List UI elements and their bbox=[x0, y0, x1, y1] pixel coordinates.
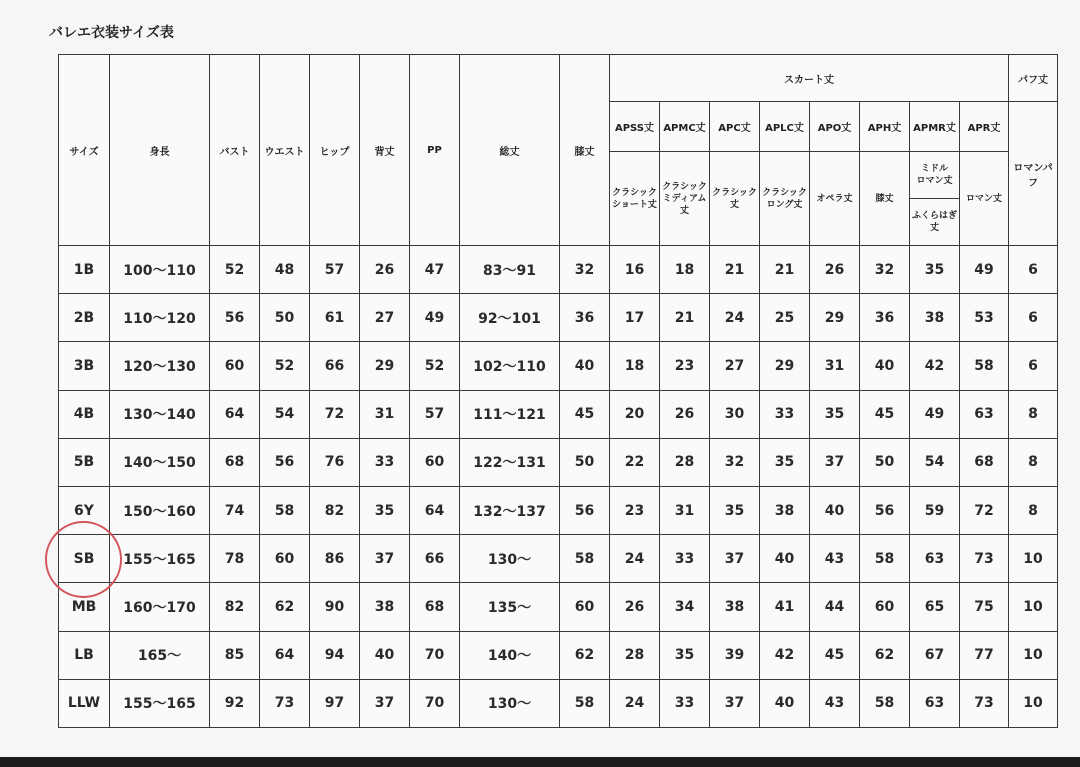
table-cell: 155〜165 bbox=[110, 535, 210, 583]
table-cell: 135〜 bbox=[460, 583, 560, 631]
table-cell: 74 bbox=[210, 486, 260, 534]
header-skirt-code: APO丈 bbox=[810, 102, 860, 152]
table-cell: 43 bbox=[810, 535, 860, 583]
table-cell: 73 bbox=[960, 535, 1009, 583]
header-knee-length: 膝丈 bbox=[560, 55, 610, 246]
size-table bbox=[58, 54, 1058, 728]
table-cell: 35 bbox=[810, 390, 860, 438]
table-cell: 130〜 bbox=[460, 535, 560, 583]
header-skirt-name: オペラ丈 bbox=[810, 152, 860, 246]
table-cell: 32 bbox=[860, 246, 910, 294]
table-cell: 50 bbox=[860, 438, 910, 486]
table-cell: 31 bbox=[810, 342, 860, 390]
table-cell: 58 bbox=[860, 679, 910, 727]
table-cell: 58 bbox=[260, 486, 310, 534]
table-cell: 63 bbox=[910, 535, 960, 583]
table-cell: 58 bbox=[860, 535, 910, 583]
table-row bbox=[59, 535, 1058, 583]
header-skirt-code: APH丈 bbox=[860, 102, 910, 152]
header-hip: ヒップ bbox=[310, 55, 360, 246]
size-cell: 6Y bbox=[59, 486, 110, 534]
table-cell: 58 bbox=[560, 679, 610, 727]
table-cell: 26 bbox=[810, 246, 860, 294]
size-cell: SB bbox=[59, 535, 110, 583]
table-cell: 35 bbox=[660, 631, 710, 679]
table-cell: 56 bbox=[210, 294, 260, 342]
header-skirt-group: スカート丈 bbox=[610, 55, 1009, 102]
table-cell: 31 bbox=[660, 486, 710, 534]
table-cell: 72 bbox=[960, 486, 1009, 534]
table-cell: 21 bbox=[710, 246, 760, 294]
size-cell: MB bbox=[59, 583, 110, 631]
table-cell: 24 bbox=[610, 679, 660, 727]
table-cell: 37 bbox=[360, 535, 410, 583]
table-cell: 59 bbox=[910, 486, 960, 534]
table-cell: 78 bbox=[210, 535, 260, 583]
table-cell: 150〜160 bbox=[110, 486, 210, 534]
table-cell: 24 bbox=[710, 294, 760, 342]
bottom-bar bbox=[0, 757, 1080, 767]
table-cell: 33 bbox=[660, 679, 710, 727]
table-cell: 83〜91 bbox=[460, 246, 560, 294]
table-cell: 64 bbox=[260, 631, 310, 679]
table-cell: 10 bbox=[1009, 535, 1058, 583]
table-cell: 67 bbox=[910, 631, 960, 679]
table-cell: 45 bbox=[860, 390, 910, 438]
table-cell: 62 bbox=[260, 583, 310, 631]
table-cell: 6 bbox=[1009, 294, 1058, 342]
table-cell: 33 bbox=[760, 390, 810, 438]
table-row bbox=[59, 583, 1058, 631]
table-cell: 63 bbox=[910, 679, 960, 727]
table-cell: 65 bbox=[910, 583, 960, 631]
header-skirt-name: クラシック ロング丈 bbox=[760, 152, 810, 246]
table-cell: 44 bbox=[810, 583, 860, 631]
table-cell: 94 bbox=[310, 631, 360, 679]
header-puff-group: パフ丈 bbox=[1009, 55, 1058, 102]
table-cell: 27 bbox=[360, 294, 410, 342]
table-cell: 82 bbox=[310, 486, 360, 534]
table-cell: 75 bbox=[960, 583, 1009, 631]
table-cell: 40 bbox=[360, 631, 410, 679]
table-cell: 49 bbox=[410, 294, 460, 342]
table-cell: 42 bbox=[760, 631, 810, 679]
table-cell: 52 bbox=[410, 342, 460, 390]
table-cell: 155〜165 bbox=[110, 679, 210, 727]
table-cell: 66 bbox=[310, 342, 360, 390]
header-skirt-name: クラシック ショート丈 bbox=[610, 152, 660, 246]
table-cell: 102〜110 bbox=[460, 342, 560, 390]
table-cell: 16 bbox=[610, 246, 660, 294]
table-cell: 37 bbox=[710, 679, 760, 727]
table-cell: 35 bbox=[910, 246, 960, 294]
table-cell: 82 bbox=[210, 583, 260, 631]
table-cell: 26 bbox=[610, 583, 660, 631]
table-cell: 85 bbox=[210, 631, 260, 679]
table-cell: 38 bbox=[910, 294, 960, 342]
table-cell: 77 bbox=[960, 631, 1009, 679]
table-cell: 64 bbox=[410, 486, 460, 534]
table-cell: 130〜140 bbox=[110, 390, 210, 438]
table-cell: 54 bbox=[260, 390, 310, 438]
header-waist: ウエスト bbox=[260, 55, 310, 246]
table-cell: 40 bbox=[760, 535, 810, 583]
table-cell: 68 bbox=[960, 438, 1009, 486]
table-cell: 39 bbox=[710, 631, 760, 679]
table-cell: 28 bbox=[660, 438, 710, 486]
table-cell: 21 bbox=[760, 246, 810, 294]
table-cell: 120〜130 bbox=[110, 342, 210, 390]
table-cell: 90 bbox=[310, 583, 360, 631]
table-row bbox=[59, 294, 1058, 342]
table-cell: 52 bbox=[260, 342, 310, 390]
table-cell: 43 bbox=[810, 679, 860, 727]
table-cell: 58 bbox=[960, 342, 1009, 390]
size-cell: 5B bbox=[59, 438, 110, 486]
size-cell: LLW bbox=[59, 679, 110, 727]
header-skirt-name: ミドル ロマン丈 bbox=[910, 152, 960, 199]
table-cell: 60 bbox=[210, 342, 260, 390]
table-cell: 73 bbox=[260, 679, 310, 727]
table-cell: 54 bbox=[910, 438, 960, 486]
table-cell: 8 bbox=[1009, 486, 1058, 534]
header-skirt-name: クラシック ミディアム丈 bbox=[660, 152, 710, 246]
table-cell: 49 bbox=[960, 246, 1009, 294]
table-cell: 28 bbox=[610, 631, 660, 679]
table-cell: 56 bbox=[260, 438, 310, 486]
header-skirt-name: クラシック丈 bbox=[710, 152, 760, 246]
table-cell: 29 bbox=[810, 294, 860, 342]
table-cell: 140〜150 bbox=[110, 438, 210, 486]
table-cell: 18 bbox=[610, 342, 660, 390]
table-row bbox=[59, 438, 1058, 486]
table-cell: 40 bbox=[760, 679, 810, 727]
table-cell: 10 bbox=[1009, 631, 1058, 679]
table-cell: 23 bbox=[660, 342, 710, 390]
table-cell: 29 bbox=[760, 342, 810, 390]
table-cell: 32 bbox=[560, 246, 610, 294]
table-cell: 110〜120 bbox=[110, 294, 210, 342]
table-cell: 48 bbox=[260, 246, 310, 294]
table-cell: 33 bbox=[360, 438, 410, 486]
table-cell: 72 bbox=[310, 390, 360, 438]
table-cell: 100〜110 bbox=[110, 246, 210, 294]
table-cell: 52 bbox=[210, 246, 260, 294]
table-cell: 38 bbox=[710, 583, 760, 631]
table-cell: 57 bbox=[410, 390, 460, 438]
table-cell: 40 bbox=[560, 342, 610, 390]
table-cell: 50 bbox=[560, 438, 610, 486]
table-cell: 97 bbox=[310, 679, 360, 727]
table-cell: 53 bbox=[960, 294, 1009, 342]
table-cell: 60 bbox=[560, 583, 610, 631]
page-title: バレエ衣装サイズ表 bbox=[49, 25, 174, 41]
table-cell: 73 bbox=[960, 679, 1009, 727]
table-cell: 64 bbox=[210, 390, 260, 438]
table-cell: 61 bbox=[310, 294, 360, 342]
table-cell: 63 bbox=[960, 390, 1009, 438]
table-cell: 20 bbox=[610, 390, 660, 438]
header-skirt-code: APSS丈 bbox=[610, 102, 660, 152]
size-cell: 1B bbox=[59, 246, 110, 294]
table-cell: 26 bbox=[660, 390, 710, 438]
header-bust: バスト bbox=[210, 55, 260, 246]
header-puff-name: ロマンパフ bbox=[1009, 102, 1058, 246]
header-apmr-sub: ふくらはぎ丈 bbox=[910, 199, 960, 246]
table-cell: 86 bbox=[310, 535, 360, 583]
header-total-length: 総丈 bbox=[460, 55, 560, 246]
table-cell: 76 bbox=[310, 438, 360, 486]
table-cell: 92〜101 bbox=[460, 294, 560, 342]
header-skirt-code: APLC丈 bbox=[760, 102, 810, 152]
table-cell: 25 bbox=[760, 294, 810, 342]
table-cell: 130〜 bbox=[460, 679, 560, 727]
table-cell: 23 bbox=[610, 486, 660, 534]
table-cell: 17 bbox=[610, 294, 660, 342]
table-cell: 56 bbox=[860, 486, 910, 534]
table-cell: 24 bbox=[610, 535, 660, 583]
table-cell: 57 bbox=[310, 246, 360, 294]
table-cell: 41 bbox=[760, 583, 810, 631]
table-row bbox=[59, 390, 1058, 438]
table-cell: 70 bbox=[410, 631, 460, 679]
table-cell: 8 bbox=[1009, 438, 1058, 486]
table-cell: 37 bbox=[710, 535, 760, 583]
size-cell: 2B bbox=[59, 294, 110, 342]
table-cell: 60 bbox=[260, 535, 310, 583]
table-cell: 37 bbox=[810, 438, 860, 486]
table-cell: 111〜121 bbox=[460, 390, 560, 438]
header-skirt-code: APMR丈 bbox=[910, 102, 960, 152]
table-cell: 160〜170 bbox=[110, 583, 210, 631]
header-back-length: 背丈 bbox=[360, 55, 410, 246]
table-cell: 40 bbox=[810, 486, 860, 534]
table-cell: 18 bbox=[660, 246, 710, 294]
table-cell: 132〜137 bbox=[460, 486, 560, 534]
table-cell: 32 bbox=[710, 438, 760, 486]
table-cell: 10 bbox=[1009, 679, 1058, 727]
table-cell: 35 bbox=[360, 486, 410, 534]
table-cell: 34 bbox=[660, 583, 710, 631]
table-cell: 122〜131 bbox=[460, 438, 560, 486]
table-cell: 70 bbox=[410, 679, 460, 727]
table-cell: 165〜 bbox=[110, 631, 210, 679]
table-row bbox=[59, 679, 1058, 727]
header-skirt-name: 膝丈 bbox=[860, 152, 910, 246]
table-cell: 92 bbox=[210, 679, 260, 727]
table-cell: 10 bbox=[1009, 583, 1058, 631]
table-row bbox=[59, 342, 1058, 390]
header-height: 身長 bbox=[110, 55, 210, 246]
table-cell: 6 bbox=[1009, 246, 1058, 294]
table-cell: 26 bbox=[360, 246, 410, 294]
table-cell: 66 bbox=[410, 535, 460, 583]
table-cell: 33 bbox=[660, 535, 710, 583]
header-skirt-code: APC丈 bbox=[710, 102, 760, 152]
table-row bbox=[59, 486, 1058, 534]
size-cell: 3B bbox=[59, 342, 110, 390]
table-cell: 40 bbox=[860, 342, 910, 390]
table-cell: 22 bbox=[610, 438, 660, 486]
table-cell: 35 bbox=[710, 486, 760, 534]
table-cell: 8 bbox=[1009, 390, 1058, 438]
table-cell: 21 bbox=[660, 294, 710, 342]
table-cell: 68 bbox=[210, 438, 260, 486]
table-cell: 45 bbox=[810, 631, 860, 679]
header-skirt-code: APMC丈 bbox=[660, 102, 710, 152]
table-cell: 47 bbox=[410, 246, 460, 294]
table-cell: 38 bbox=[360, 583, 410, 631]
table-cell: 27 bbox=[710, 342, 760, 390]
table-cell: 37 bbox=[360, 679, 410, 727]
header-size: サイズ bbox=[59, 55, 110, 246]
table-cell: 31 bbox=[360, 390, 410, 438]
table-cell: 62 bbox=[860, 631, 910, 679]
table-cell: 58 bbox=[560, 535, 610, 583]
table-cell: 45 bbox=[560, 390, 610, 438]
table-cell: 38 bbox=[760, 486, 810, 534]
table-cell: 35 bbox=[760, 438, 810, 486]
table-cell: 49 bbox=[910, 390, 960, 438]
table-cell: 68 bbox=[410, 583, 460, 631]
table-cell: 60 bbox=[860, 583, 910, 631]
table-cell: 36 bbox=[860, 294, 910, 342]
size-cell: LB bbox=[59, 631, 110, 679]
table-cell: 62 bbox=[560, 631, 610, 679]
table-row bbox=[59, 631, 1058, 679]
table-cell: 6 bbox=[1009, 342, 1058, 390]
size-cell: 4B bbox=[59, 390, 110, 438]
table-cell: 60 bbox=[410, 438, 460, 486]
table-cell: 42 bbox=[910, 342, 960, 390]
table-cell: 36 bbox=[560, 294, 610, 342]
table-cell: 140〜 bbox=[460, 631, 560, 679]
table-cell: 30 bbox=[710, 390, 760, 438]
highlight-circle bbox=[45, 521, 122, 598]
header-skirt-name: ロマン丈 bbox=[960, 152, 1009, 246]
table-cell: 50 bbox=[260, 294, 310, 342]
table-row bbox=[59, 246, 1058, 294]
header-pp: PP bbox=[410, 55, 460, 246]
table-cell: 29 bbox=[360, 342, 410, 390]
table-cell: 56 bbox=[560, 486, 610, 534]
header-skirt-code: APR丈 bbox=[960, 102, 1009, 152]
